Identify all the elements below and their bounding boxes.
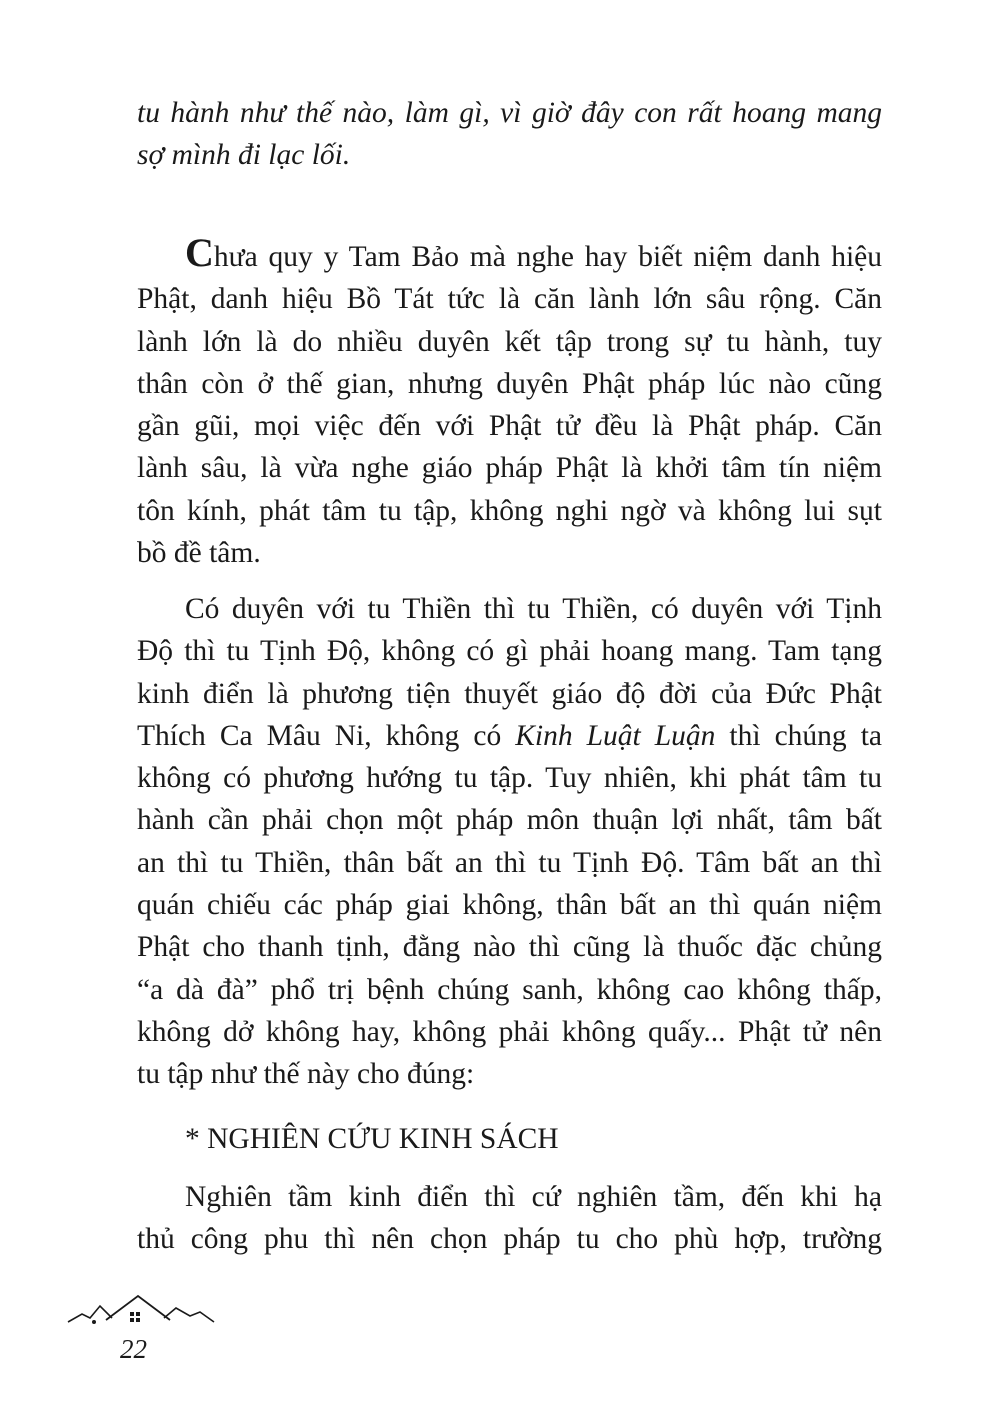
paragraph-line: quán chiếu các pháp giai không, thân bất an thì quán niệm — [137, 889, 882, 922]
paragraph-line: hành cần phải chọn một pháp môn thuận lợi nhất, tâm bất — [137, 804, 882, 837]
quote-block — [137, 92, 882, 177]
paragraph-1 — [137, 230, 882, 574]
paragraph-line: tôn kính, phát tâm tu tập, không nghi ngờ và không lui sụt — [137, 494, 882, 527]
paragraph-line: “a dà đà” phổ trị bệnh chúng sanh, không cao không thấp, — [137, 973, 882, 1006]
paragraph-2 — [137, 588, 882, 1096]
quote-line: sợ mình đi lạc lối. — [137, 139, 351, 172]
quote-line: tu hành như thế nào, làm gì, vì giờ đây con rất hoang mang — [137, 97, 882, 129]
paragraph-line: Độ thì tu Tịnh Độ, không có gì phải hoang mang. Tam tạng — [137, 635, 882, 668]
paragraph-line: không dở không hay, không phải không quấy... Phật tử nên — [137, 1015, 882, 1048]
paragraph-line: không có phương hướng tu tập. Tuy nhiên, khi phát tâm tu — [137, 762, 882, 795]
paragraph-line: lành sâu, là vừa nghe giáo pháp Phật là khởi tâm tín niệm — [137, 452, 882, 485]
text-run: thì chúng ta — [715, 719, 882, 752]
paragraph-line: thân còn ở thế gian, nhưng duyên Phật pháp lúc nào cũng — [137, 367, 882, 400]
paragraph-line — [137, 230, 882, 278]
paragraph-line: Có duyên với tu Thiền thì tu Thiền, có duyên với Tịnh — [185, 593, 882, 625]
book-title-italic: Kinh Luật Luận — [515, 719, 716, 752]
section-heading: * NGHIÊN CỨU KINH SÁCH — [185, 1123, 559, 1155]
paragraph-line: bồ đề tâm. — [137, 537, 261, 570]
paragraph-line: Phật, danh hiệu Bồ Tát tức là căn lành lớn sâu rộng. Căn — [137, 283, 882, 316]
paragraph-line: an thì tu Thiền, thân bất an thì tu Tịnh Độ. Tâm bất an thì — [137, 846, 882, 879]
page-number: 22 — [120, 1334, 147, 1364]
text-run: Thích Ca Mâu Ni, không có — [137, 719, 516, 752]
paragraph-3 — [137, 1176, 882, 1261]
paragraph-line: lành lớn là do nhiều duyên kết tập trong sự tu hành, tuy — [137, 325, 882, 358]
paragraph-line: Phật cho thanh tịnh, đằng nào thì cũng là thuốc đặc chủng — [137, 931, 882, 964]
dropcap-letter: C — [185, 230, 214, 275]
paragraph-text: hưa quy y Tam Bảo mà nghe hay biết niệm danh hiệu — [213, 241, 882, 273]
paragraph-line: thủ công phu thì nên chọn pháp tu cho phù hợp, trường — [137, 1223, 882, 1256]
paragraph-line: Nghiên tầm kinh điển thì cứ nghiên tầm, đến khi hạ — [185, 1181, 882, 1213]
paragraph-line — [137, 715, 882, 757]
paragraph-line: kinh điển là phương tiện thuyết giáo độ đời của Đức Phật — [137, 677, 882, 710]
section-heading-block — [137, 1118, 882, 1160]
paragraph-line: tu tập như thế này cho đúng: — [137, 1058, 475, 1091]
mountain-house-ornament-icon — [66, 1292, 216, 1332]
paragraph-line: gần gũi, mọi việc đến với Phật tử đều là Phật pháp. Căn — [137, 410, 882, 443]
